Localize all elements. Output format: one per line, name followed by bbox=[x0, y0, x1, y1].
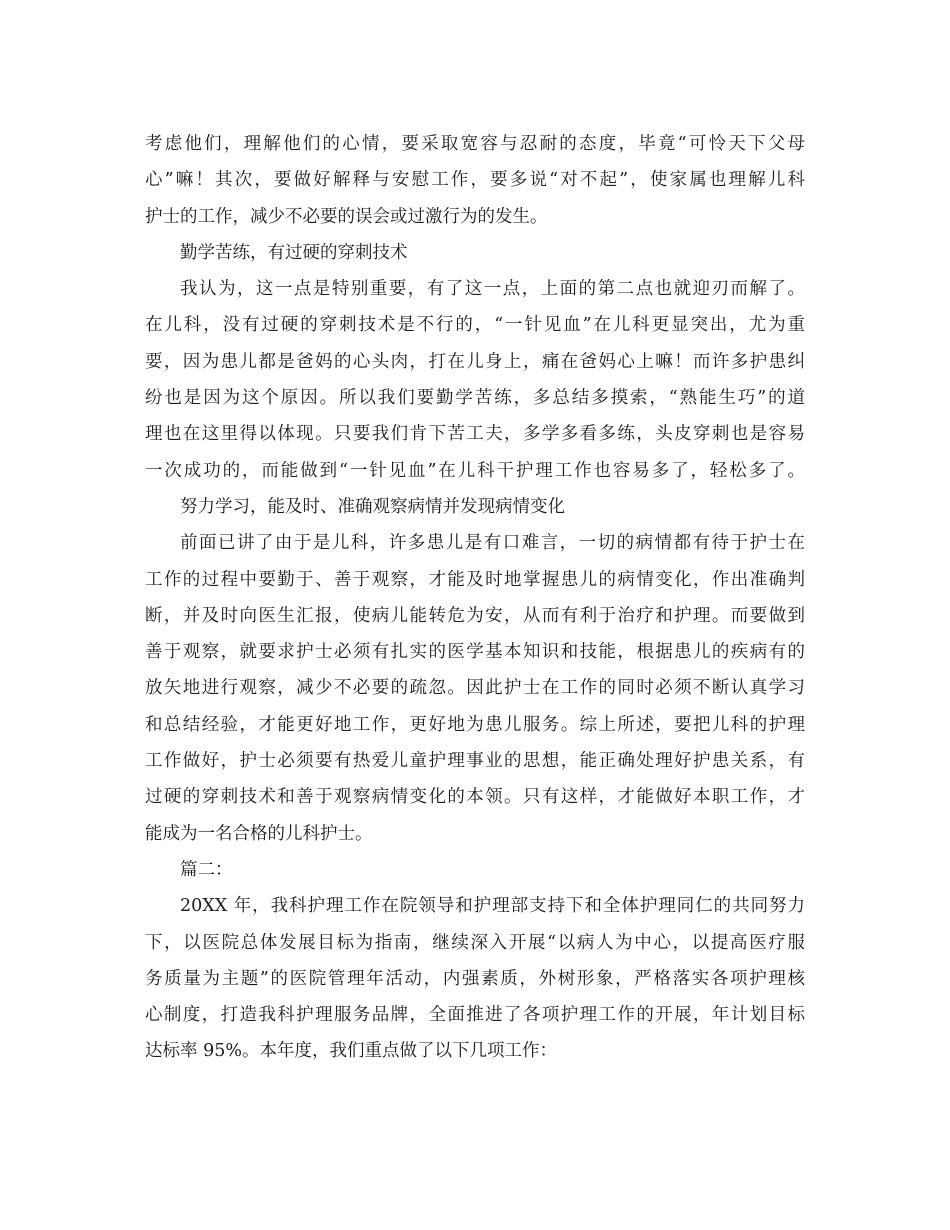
document-body bbox=[145, 126, 805, 1070]
text-line: 达标率 95%。本年度，我们重点做了以下几项工作： bbox=[145, 1041, 557, 1062]
section-heading: 勤学苦练，有过硬的穿刺技术 bbox=[180, 242, 408, 263]
text-line: 护士的工作，减少不必要的误会或过激行为的发生。 bbox=[145, 206, 548, 227]
text-line: 纷也是因为这个原因。所以我们要勤学苦练，多总结多摸索，“熟能生巧”的道 bbox=[145, 388, 805, 409]
text-line: 考虑他们，理解他们的心情，要采取宽容与忍耐的态度，毕竟“可怜天下父母 bbox=[145, 134, 805, 154]
text-line: 断，并及时向医生汇报，使病儿能转危为安，从而有利于治疗和护理。而要做到 bbox=[145, 605, 805, 626]
section-heading: 努力学习，能及时、准确观察病情并发现病情变化 bbox=[180, 496, 565, 517]
text-line: 善于观察，就要求护士必须有扎实的医学基本知识和技能，根据患儿的疾病有的 bbox=[145, 642, 805, 663]
text-line: 下，以医院总体发展目标为指南，继续深入开展“以病人为中心，以提高医疗服 bbox=[145, 932, 805, 953]
text-line: 心制度，打造我科护理服务品牌，全面推进了各项护理工作的开展，年计划目标 bbox=[145, 1005, 805, 1026]
text-line: 工作做好，护士必须要有热爱儿童护理事业的思想，能正确处理好护患关系，有 bbox=[145, 751, 805, 772]
text-line: 务质量为主题”的医院管理年活动，内强素质，外树形象，严格落实各项护理核 bbox=[145, 968, 805, 989]
text-line: 能成为一名合格的儿科护士。 bbox=[145, 823, 373, 844]
text-line: 放矢地进行观察，减少不必要的疏忽。因此护士在工作的同时必须不断认真学习 bbox=[145, 678, 805, 699]
text-line: 和总结经验，才能更好地工作，更好地为患儿服务。综上所述，要把儿科的护理 bbox=[145, 714, 805, 735]
text-line: 在儿科，没有过硬的穿刺技术是不行的，“一针见血”在儿科更显突出，尤为重 bbox=[145, 315, 805, 336]
text-line: 理也在这里得以体现。只要我们肯下苦工夫，多学多看多练，头皮穿刺也是容易 bbox=[145, 424, 805, 445]
text-line: 工作的过程中要勤于、善于观察，才能及时地掌握患儿的病情变化，作出准确判 bbox=[145, 569, 805, 590]
text-line: 前面已讲了由于是儿科，许多患儿是有口难言，一切的病情都有待于护士在 bbox=[180, 533, 805, 554]
text-line: 要，因为患儿都是爸妈的心头肉，打在儿身上，痛在爸妈心上嘛！而许多护患纠 bbox=[145, 351, 805, 372]
text-line: 过硬的穿刺技术和善于观察病情变化的本领。只有这样，才能做好本职工作，才 bbox=[145, 787, 805, 808]
text-line: 一次成功的，而能做到“一针见血”在儿科干护理工作也容易多了，轻松多了。 bbox=[145, 460, 805, 481]
section-heading: 篇二： bbox=[180, 859, 233, 880]
text-line: 20XX 年，我科护理工作在院领导和护理部支持下和全体护理同仁的共同努力 bbox=[180, 896, 805, 917]
text-line: 心”嘛！其次，要做好解释与安慰工作，要多说“对不起”，使家属也理解儿科 bbox=[145, 170, 805, 191]
text-line: 我认为，这一点是特别重要，有了这一点，上面的第二点也就迎刃而解了。 bbox=[180, 279, 805, 300]
